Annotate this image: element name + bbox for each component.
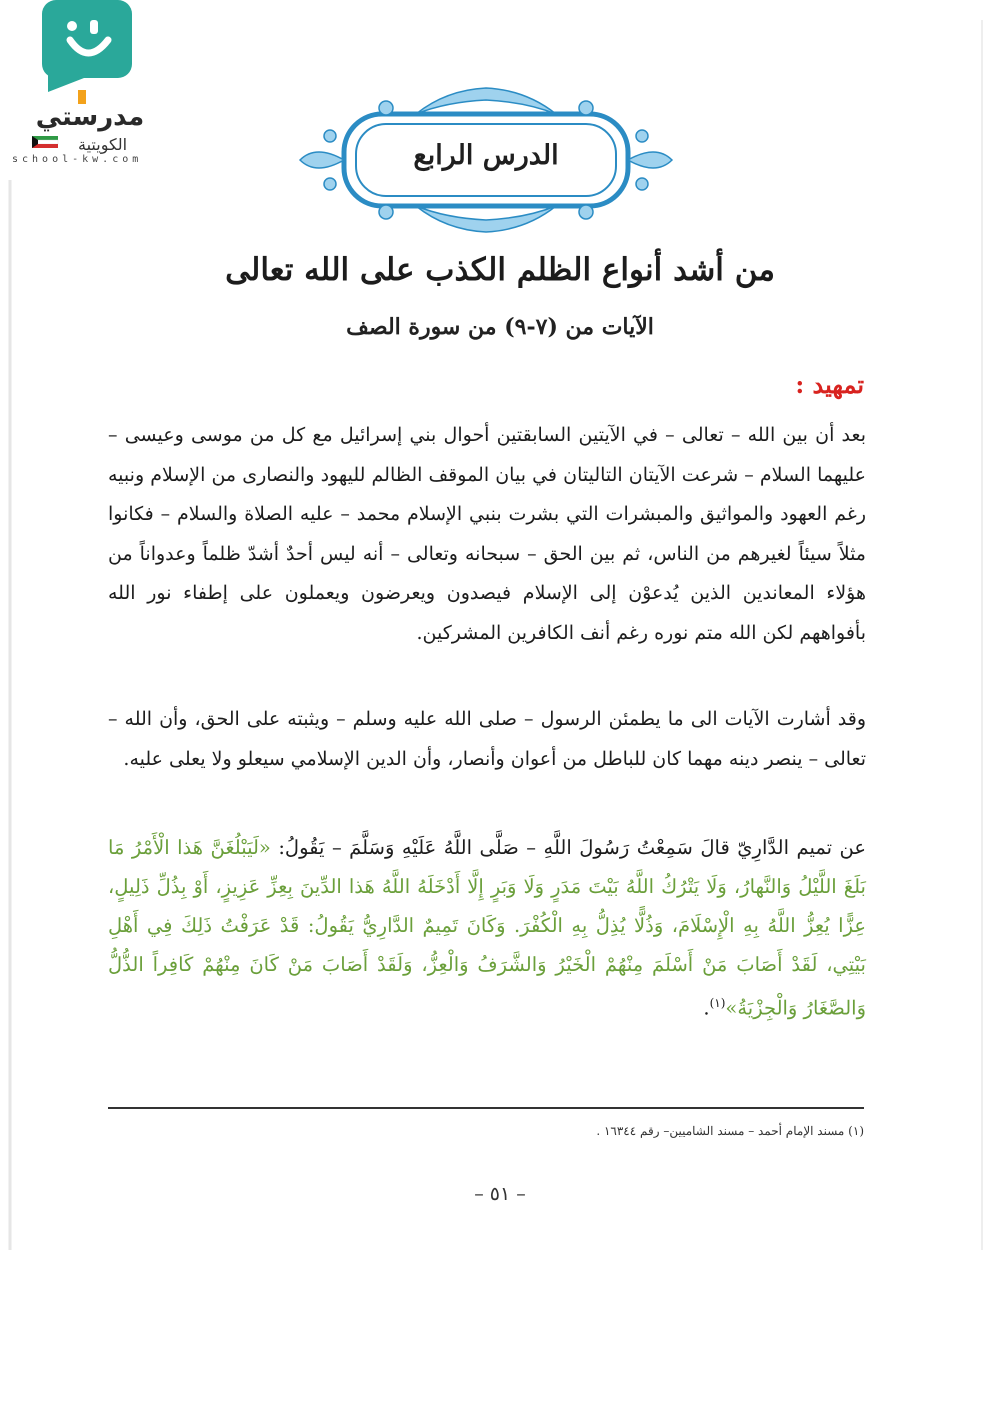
intro-paragraph-2: وقد أشارت الآيات الى ما يطمئن الرسول – صلى الله عليه وسلم – ويثبته على الحق، وأن الله – تعالى – ينصر دينه مهما كان للباطل من أعوان وأنصار، وأن الدين الإسلامي سيعلو ولا يعلى عليه. xyxy=(108,708,866,770)
footnote-divider xyxy=(108,1107,864,1109)
lesson-number: الدرس الرابع xyxy=(413,140,559,171)
page-number: – ٥١ – xyxy=(474,1183,526,1205)
hadith-end: . xyxy=(703,996,710,1020)
intro-heading: تمهيد : xyxy=(795,370,864,399)
logo-url: school-kw.com xyxy=(12,154,143,165)
logo-subtitle: الكويتية xyxy=(78,135,128,154)
hadith-block xyxy=(108,828,866,1028)
hadith-text: «لَيَبْلُغَنَّ هَذا الْأَمْرُ مَا بَلَغَ اللَّيْلُ وَالنَّهارُ، وَلَا يَتْرُكُ اللَّهُ بَيْتَ مَدَرٍ وَلَا وَبَرٍ إِلَّا أَدْخَلَهُ اللَّهُ هَذا الدِّينَ بِعِزِّ عَزِيزٍ، أَوْ بِذُلِّ ذَلِيلٍ، عِزًّا يُعِزُّ اللَّهُ بِهِ الْإِسْلَامَ، وَذُلًّا يُذِلُّ بِهِ الْكُفْرَ. وَكَانَ تَمِيمٌ الدَّارِيُّ يَقُولُ: قَدْ عَرَفْتُ ذَلِكَ فِي أَهْلِ بَيْتِي، لَقَدْ أَصَابَ مَنْ أَسْلَمَ مِنْهُمْ الْخَيْرُ وَالشَّرَفُ وَالْعِزُّ، وَلَقَدْ أَصَابَ مَنْ كَانَ مِنْهُمْ كَافِراً الذُّلُّ وَالصَّغَارُ وَالْجِزْيَةُ» xyxy=(108,836,866,1020)
hadith-narrator: عن تميم الدَّارِيّ قالَ سَمِعْتُ رَسُولَ اللَّهِ – صَلَّى اللَّهُ عَلَيْهِ وَسَلَّمَ – يَقُولُ: xyxy=(270,836,866,859)
footnote: (١) مسند الإمام أحمد – مسند الشاميين– رقم ١٦٣٤٤ . xyxy=(596,1124,864,1138)
footnote-ref: (١) xyxy=(709,996,726,1010)
lesson-title: من أشد أنواع الظلم الكذب على الله تعالى xyxy=(225,252,775,288)
lesson-subtitle: الآيات من (٧-٩) من سورة الصف xyxy=(346,314,654,340)
intro-paragraph-1: بعد أن بين الله – تعالى – في الآيتين السابقتين أحوال بني إسرائيل مع كل من موسى وعيسى – عليهما السلام – شرعت الآيتان التاليتان في بيان الموقف الظالم لليهود والنصارى من الإسلام ونبيه رغم العهود والمواثيق والمبشرات التي بشرت بنبي الإسلام محمد – عليه الصلاة والسلام – فكانوا مثلاً سيئاً لغيرهم من الناس، ثم بين الحق – سبحانه وتعالى – أنه ليس أحدٌ أشدّ ظلماً وعدواناً من هؤلاء المعاندين الذين يُدعوْن إلى الإسلام فيصدون ويعرضون ويعملون على إطفاء نور الله بأفواههم لكن الله متم نوره رغم أنف الكافرين المشركين. xyxy=(108,424,866,644)
logo-name: مدرستي xyxy=(35,102,145,132)
